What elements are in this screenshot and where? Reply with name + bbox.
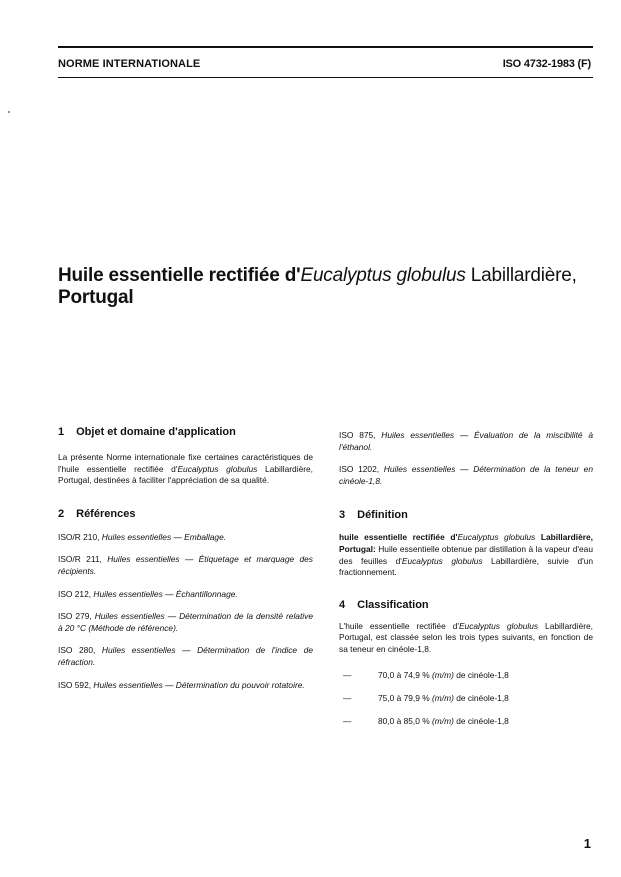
- reference-code: ISO 875,: [339, 430, 382, 440]
- left-column: [58, 426, 313, 702]
- text-run: Huile essentielle obtenue par distillation à la vapeur d'eau des feuilles d': [339, 543, 593, 566]
- reference-item: [58, 680, 313, 692]
- scope-paragraph: [58, 452, 313, 487]
- section-title: Classification: [357, 598, 429, 611]
- text-run: Labillardière, Portugal, destinées à faciliter l'appréciation de sa qualité.: [58, 463, 314, 486]
- section-4-heading: [339, 599, 593, 611]
- list-item-text: [378, 716, 509, 727]
- title-line2: Portugal: [58, 287, 134, 308]
- reference-title: Huiles essentielles — Détermination du pouvoir rotatoire.: [93, 679, 305, 690]
- reference-title: Huiles essentielles — Détermination de la teneur en cinéole-1,8.: [339, 464, 593, 486]
- reference-code: ISO 592,: [58, 679, 94, 690]
- section-2-heading: [58, 508, 313, 520]
- section-4: [339, 599, 593, 727]
- section-title: Références: [76, 507, 136, 520]
- section-title: Objet et domaine d'application: [76, 426, 236, 438]
- document-title: [58, 265, 598, 309]
- suffix: de cinéole-1,8: [453, 715, 509, 726]
- reference-item: [58, 611, 313, 634]
- title-part1: Huile essentielle rectifiée d': [58, 265, 301, 286]
- definition-paragraph: [339, 532, 593, 578]
- section-number: 1: [58, 426, 65, 438]
- unit: (m/m): [432, 715, 454, 726]
- species-name: Eucalyptus globulus: [457, 532, 536, 543]
- suffix: de cinéole-1,8: [453, 692, 509, 703]
- reference-title: Huiles essentielles — Emballage.: [101, 531, 227, 542]
- reference-code: ISO 279,: [58, 611, 95, 622]
- reference-item: [58, 554, 313, 577]
- reference-item: [339, 430, 593, 453]
- unit: (m/m): [432, 692, 454, 703]
- header-bottom-rule: [58, 77, 593, 78]
- reference-title: Huiles essentielles — Détermination de la densité relative à 20 °C (Méthode de référence).: [58, 611, 313, 633]
- section-1-heading: [58, 426, 313, 438]
- section-number: 2: [58, 507, 65, 520]
- reference-item: [58, 589, 313, 601]
- defined-term: huile essentielle rectifiée d': [339, 532, 458, 543]
- list-item-text: [378, 670, 509, 681]
- species-name: Eucalyptus globulus: [458, 620, 539, 631]
- reference-item: [339, 464, 593, 487]
- title-species: Eucalyptus globulus: [300, 265, 466, 286]
- section-3: [339, 509, 593, 578]
- classification-paragraph: [339, 621, 593, 656]
- list-item: [339, 693, 593, 704]
- reference-code: ISO 212,: [58, 588, 94, 599]
- dash-bullet: —: [343, 715, 352, 726]
- section-number: 4: [339, 598, 346, 611]
- defined-term: Labillardière, Portugal:: [339, 532, 593, 554]
- section-2: [58, 508, 313, 691]
- list-item: [339, 716, 593, 727]
- classification-list: [339, 670, 593, 727]
- reference-code: ISO 280,: [58, 645, 102, 656]
- header-top-rule: [58, 46, 593, 48]
- reference-title: Huiles essentielles — Étiquetage et marquage des récipients.: [58, 554, 313, 576]
- section-1: [58, 426, 313, 487]
- standard-number: ISO 4732-1983 (F): [502, 58, 591, 70]
- dash-bullet: —: [343, 692, 352, 703]
- suffix: de cinéole-1,8: [453, 669, 509, 680]
- unit: (m/m): [432, 669, 454, 680]
- text-run: Labillardière, suivie d'un fractionnement.: [339, 555, 594, 578]
- range: 75,0 à 79,9 %: [378, 692, 433, 703]
- document-type-label: NORME INTERNATIONALE: [58, 58, 201, 70]
- reference-title: Huiles essentielles — Évaluation de la miscibilité à l'éthanol.: [339, 430, 593, 452]
- list-item-text: [378, 693, 509, 704]
- text-run: La présente Norme internationale fixe certaines caractéristiques de l'huile essentielle rectifiée d': [58, 452, 313, 474]
- section-3-heading: [339, 509, 593, 521]
- right-column: [339, 430, 593, 739]
- list-item: [339, 670, 593, 681]
- species-name: Eucalyptus globulus: [177, 463, 258, 474]
- reference-code: ISO/R 210,: [58, 531, 102, 542]
- reference-code: ISO 1202,: [339, 464, 384, 475]
- range: 80,0 à 85,0 %: [378, 715, 433, 726]
- reference-title: Huiles essentielles — Détermination de l'indice de réfraction.: [58, 645, 313, 667]
- page-number: 1: [583, 836, 591, 851]
- reference-title: Huiles essentielles — Échantillonnage.: [93, 588, 238, 599]
- reference-code: ISO/R 211,: [58, 554, 108, 565]
- range: 70,0 à 74,9 %: [378, 669, 433, 680]
- section-title: Définition: [357, 509, 408, 522]
- title-author: Labillardière,: [465, 265, 577, 286]
- text-run: L'huile essentielle rectifiée d': [339, 620, 459, 631]
- dash-bullet: —: [343, 669, 352, 680]
- reference-item: [58, 532, 313, 544]
- margin-mark: [8, 111, 10, 113]
- species-name: Eucalyptus globulus: [401, 555, 483, 566]
- section-number: 3: [339, 509, 346, 522]
- text-run: Labillardière, Portugal, est classée selon les trois types suivants, en fonction de sa teneur en cinéole-1,8.: [339, 620, 593, 654]
- reference-item: [58, 645, 313, 668]
